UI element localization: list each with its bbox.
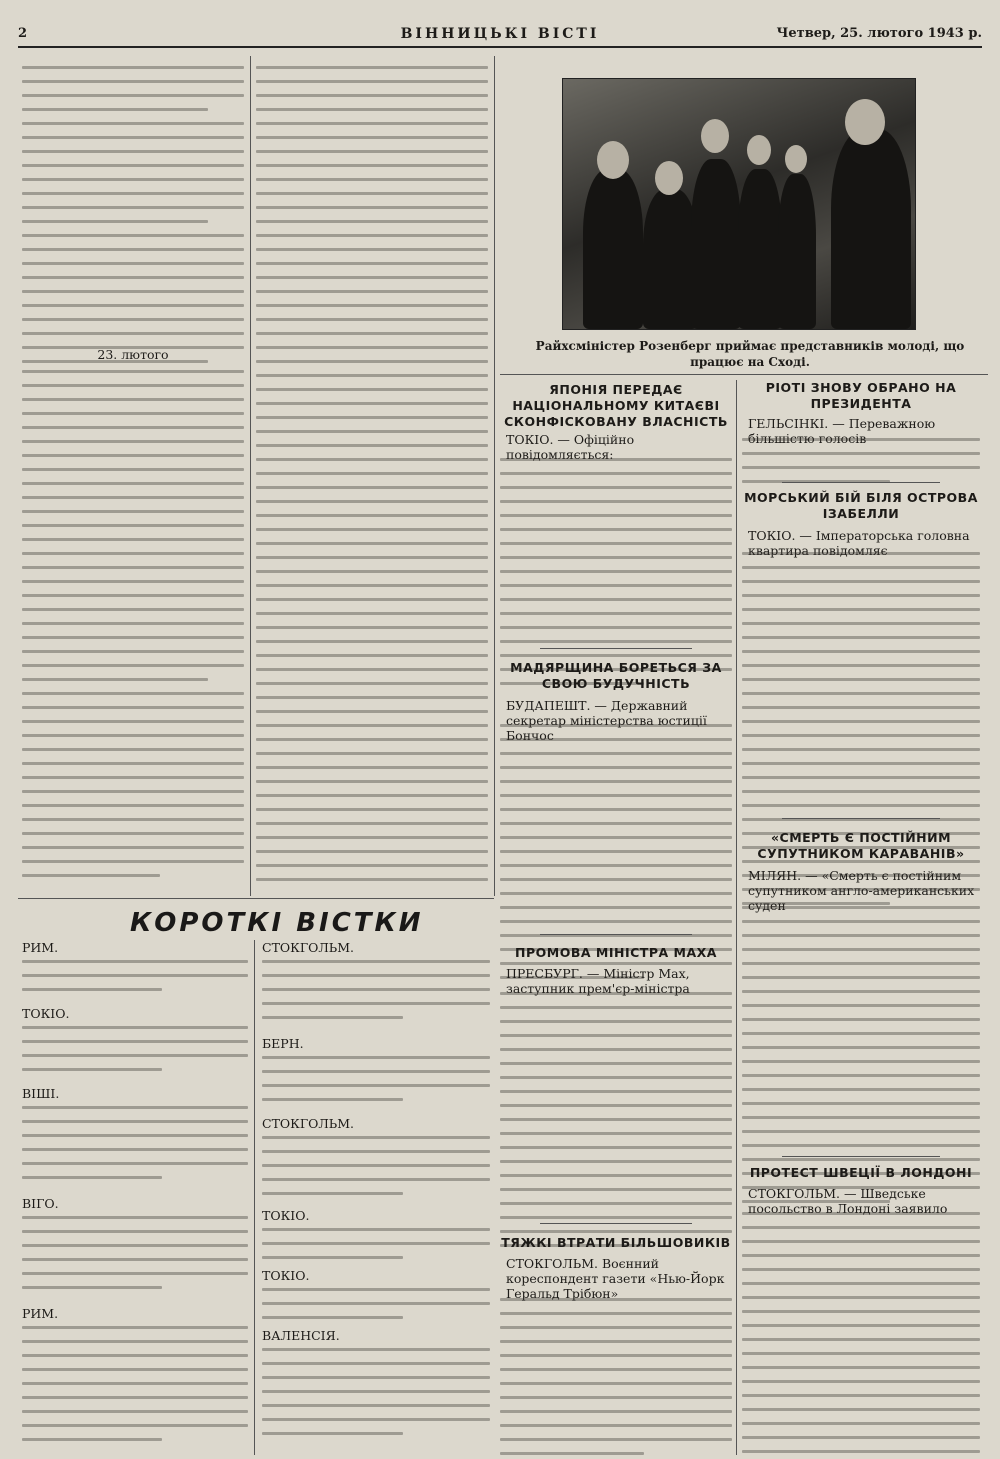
dateline-sweden-protest: СТОКГОЛЬМ. — Шведське посольство в Лондоні заявило: [748, 1186, 948, 1216]
article-rule: [540, 934, 692, 935]
headline-japan: ЯПОНІЯ ПЕРЕДАЄ НАЦІОНАЛЬНОМУ КИТАЄВІ СКОНФІСКОВАНУ ВЛАСНІСТЬ: [504, 382, 728, 429]
briefs-right-column: [262, 940, 490, 1455]
brief-dateline: СТОКГОЛЬМ.: [262, 1116, 354, 1131]
brief-dateline: РИМ.: [22, 1306, 59, 1321]
column-rule: [494, 56, 495, 896]
headline-death-companion: «СМЕРТЬ Є ПОСТІЙНИМ СУПУТНИКОМ КАРАВАНІВ»: [757, 830, 965, 861]
headline-bolshevik-losses: ТЯЖКІ ВТРАТИ БІЛЬШОВИКІВ: [501, 1235, 731, 1250]
brief-dateline: ВІШІ.: [22, 1086, 60, 1101]
photo-caption: Райхсміністер Розенберг приймає представників молоді, що працює на Сході.: [535, 339, 965, 369]
issue-date: Четвер, 25. лютого 1943 р.: [776, 26, 982, 41]
brief-dateline: ТОКІО.: [22, 1006, 70, 1021]
section-rule: [500, 374, 988, 375]
brief-dateline: ВІГО.: [22, 1196, 59, 1211]
dateline-japan: ТОКІО. — Офіційно повідомляється:: [506, 432, 635, 462]
dateline-ryti: ГЕЛЬСІНКІ. — Переважною більшістю голосів: [748, 416, 936, 446]
headline-ryti: РІОТІ ЗНОВУ ОБРАНО НА ПРЕЗИДЕНТА: [765, 380, 957, 411]
brief-dateline: ВАЛЕНСІЯ.: [262, 1328, 340, 1343]
briefs-banner: КОРОТКІ ВІСТКИ: [130, 908, 424, 938]
column-rule: [250, 56, 251, 896]
brief-dateline: РИМ.: [22, 940, 59, 955]
masthead: [18, 26, 982, 48]
dateline-death-companion: МІЛЯН. — «Смерть є постійним супутником англо-американських суден: [748, 868, 975, 913]
photo-rosenberg-reception: [562, 78, 916, 330]
column-rule: [254, 940, 255, 1455]
article-rule: [540, 648, 692, 649]
headline-mach: ПРОМОВА МІНІСТРА МАХА: [515, 945, 717, 960]
article-rule: [782, 482, 940, 483]
brief-dateline: ТОКІО.: [262, 1268, 310, 1283]
briefs-left-column: [22, 940, 248, 1455]
column-war-report-right: [256, 60, 488, 890]
headline-hungary: МАДЯРЩИНА БОРЕТЬСЯ ЗА СВОЮ БУДУЧНІСТЬ: [510, 660, 722, 691]
section-date: 23. лютого: [97, 347, 169, 362]
brief-dateline: СТОКГОЛЬМ.: [262, 940, 354, 955]
dateline-bolshevik-losses: СТОКГОЛЬМ. Воєнний кореспондент газети «Нью-Йорк Геральд Трібюн»: [506, 1256, 725, 1301]
dateline-isabel: ТОКІО. — Імператорська головна квартира повідомляє: [748, 528, 970, 558]
headline-isabel: МОРСЬКИЙ БІЙ БІЛЯ ОСТРОВА ІЗАБЕЛЛИ: [744, 490, 978, 521]
column-foreign-news: [500, 380, 732, 1455]
brief-dateline: БЕРН.: [262, 1036, 304, 1051]
headline-sweden-protest: ПРОТЕСТ ШВЕЦІЇ В ЛОНДОНІ: [749, 1165, 973, 1180]
column-war-report-left: [22, 60, 244, 890]
dateline-mach: ПРЕСБУРГ. — Міністр Мах, заступник прем'єр-міністра: [506, 966, 690, 996]
article-rule: [782, 1156, 940, 1157]
article-rule: [782, 818, 940, 819]
column-world-news: [742, 380, 980, 1455]
brief-dateline: ТОКІО.: [262, 1208, 310, 1223]
briefs-rule: [18, 898, 494, 899]
dateline-hungary: БУДАПЕШТ. — Державний секретар міністерства юстиції Бончос: [506, 698, 707, 743]
page-number: 2: [18, 26, 28, 41]
paper-title: ВІННИЦЬКІ ВІСТІ: [400, 26, 600, 42]
column-rule: [736, 380, 737, 1455]
article-rule: [540, 1223, 692, 1224]
